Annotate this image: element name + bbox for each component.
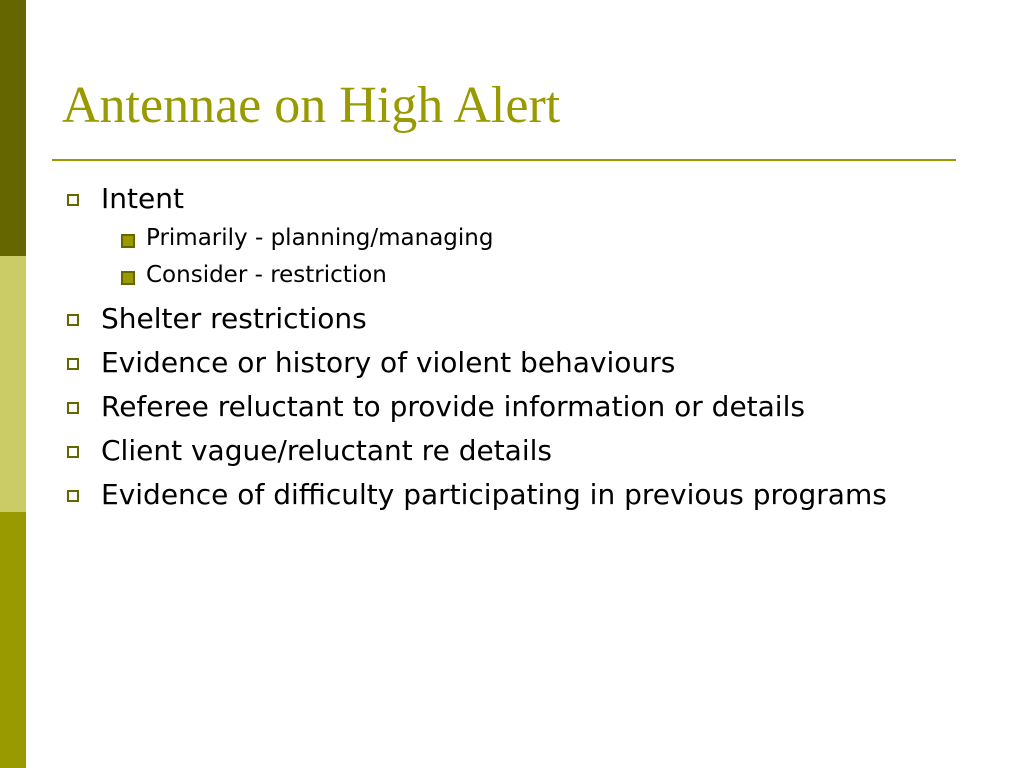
sub-bullet-item <box>107 257 942 294</box>
bullet-item-shelter-restrictions <box>62 300 942 338</box>
title-underline <box>52 159 956 161</box>
bullet-text: Evidence or history of violent behaviours <box>101 346 676 379</box>
hollow-square-bullet-icon <box>67 446 79 458</box>
hollow-square-bullet-icon <box>67 194 79 206</box>
side-bar-dark-segment <box>0 0 26 256</box>
bullet-item-intent <box>62 180 942 294</box>
bullet-item-referee-reluctant <box>62 388 942 426</box>
bullet-text: Referee reluctant to provide information or details <box>101 390 805 423</box>
side-bar-olive-segment <box>0 512 26 768</box>
sub-bullet-text: Primarily - planning/managing <box>146 225 494 251</box>
sub-bullet-item <box>107 220 942 257</box>
filled-square-bullet-icon <box>121 271 135 285</box>
sub-bullet-list <box>101 220 942 294</box>
sub-bullet-text: Consider - restriction <box>146 262 387 288</box>
bullet-text: Shelter restrictions <box>101 302 367 335</box>
side-bar-light-segment <box>0 256 26 512</box>
bullet-item-previous-programs <box>62 476 942 514</box>
bullet-text: Client vague/reluctant re details <box>101 434 552 467</box>
hollow-square-bullet-icon <box>67 402 79 414</box>
slide-title: Antennae on High Alert <box>62 77 561 134</box>
bullet-text: Evidence of difficulty participating in previous programs <box>101 478 887 511</box>
bullet-item-violent-behaviours <box>62 344 942 382</box>
filled-square-bullet-icon <box>121 234 135 248</box>
hollow-square-bullet-icon <box>67 314 79 326</box>
hollow-square-bullet-icon <box>67 490 79 502</box>
hollow-square-bullet-icon <box>67 358 79 370</box>
bullet-text: Intent <box>101 182 184 215</box>
bullet-list <box>62 180 942 520</box>
bullet-item-client-vague <box>62 432 942 470</box>
